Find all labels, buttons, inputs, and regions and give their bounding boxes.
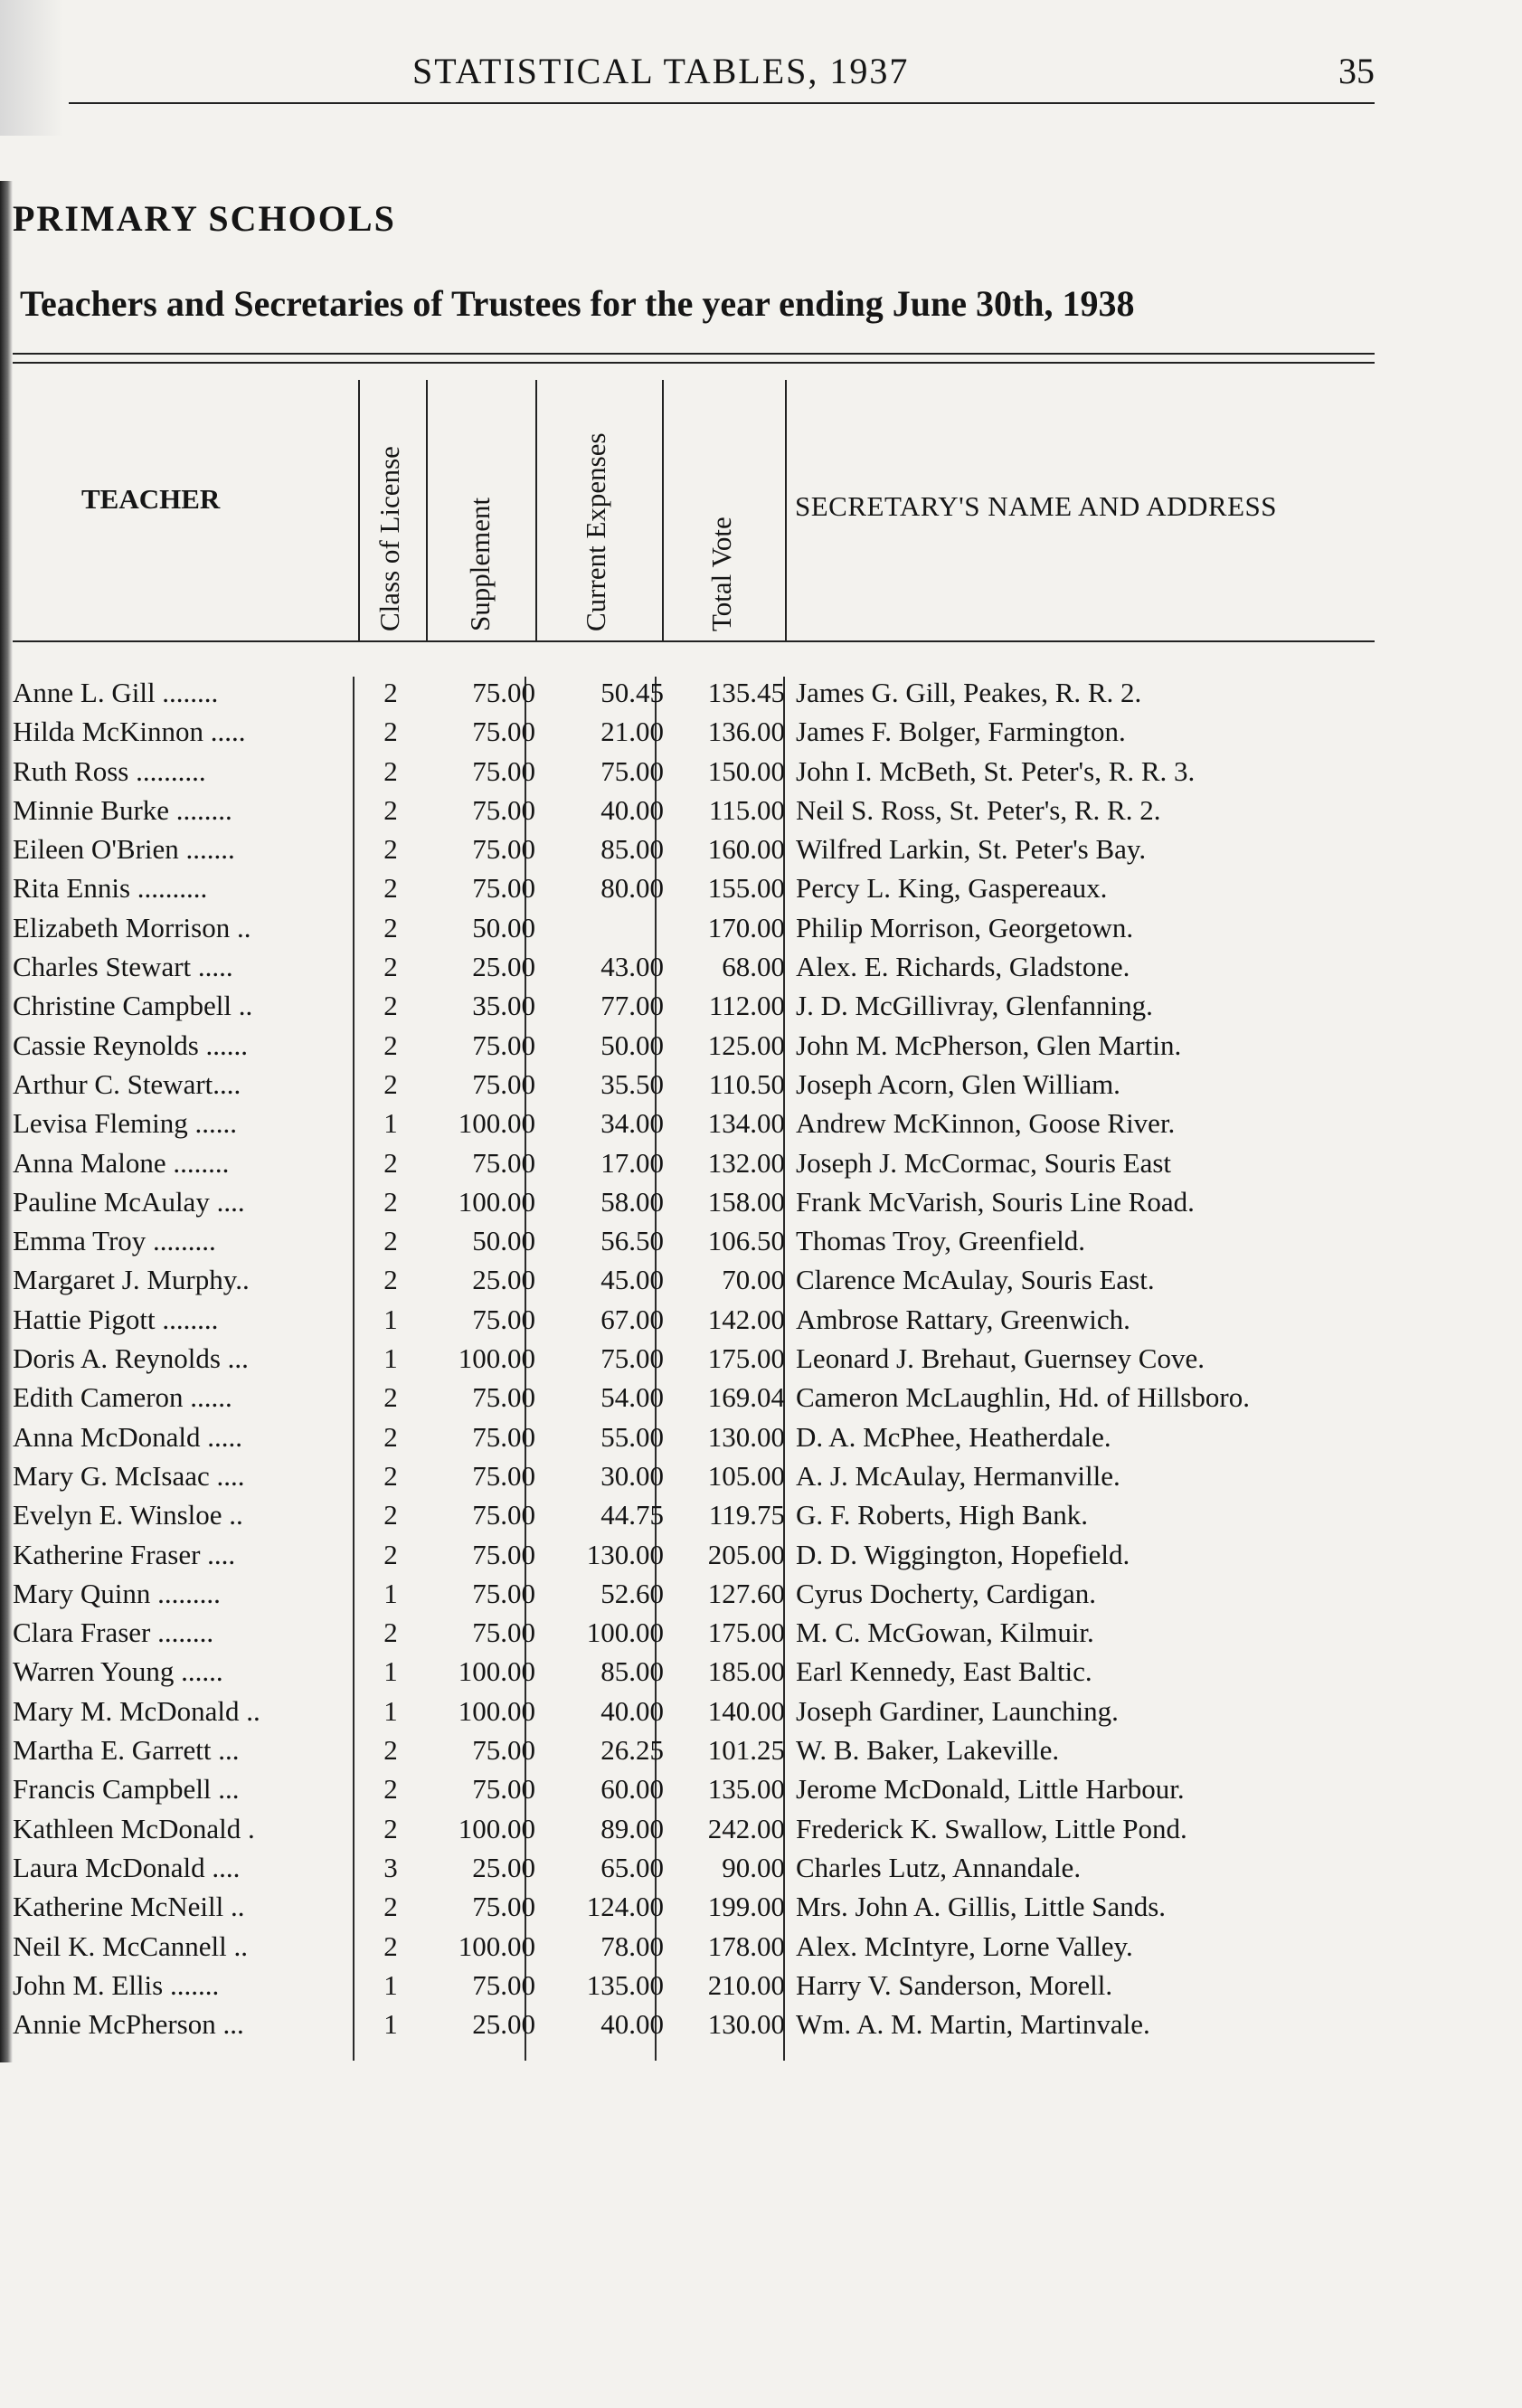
table-row [13, 1578, 1375, 1616]
total-vote-amount: 175.00 [707, 1342, 785, 1375]
table-row [13, 1695, 1375, 1734]
class-of-license: 2 [383, 1225, 398, 1257]
teacher-name: Eileen O'Brien ....... [13, 833, 235, 866]
current-expenses-amount: 77.00 [600, 990, 664, 1022]
current-expenses-amount: 130.00 [586, 1538, 664, 1570]
current-expenses-amount: 100.00 [586, 1616, 664, 1649]
current-expenses-amount: 21.00 [600, 716, 664, 748]
class-of-license: 1 [383, 1303, 398, 1335]
secretary-name-address: Leonard J. Brehaut, Guernsey Cove. [796, 1342, 1205, 1375]
total-vote-amount: 115.00 [708, 793, 785, 826]
supplement-amount: 100.00 [458, 1107, 535, 1140]
total-vote-amount: 132.00 [707, 1146, 785, 1179]
teacher-name: Doris A. Reynolds ... [13, 1342, 249, 1375]
table-row [13, 1029, 1375, 1068]
total-vote-amount: 105.00 [707, 1459, 785, 1492]
total-vote-amount: 125.00 [707, 1029, 785, 1061]
supplement-amount: 100.00 [458, 1694, 535, 1727]
table-row [13, 912, 1375, 951]
class-of-license: 2 [383, 1459, 398, 1492]
teacher-name: Levisa Fleming ...... [13, 1107, 237, 1140]
supplement-amount: 75.00 [472, 872, 535, 905]
supplement-amount: 75.00 [472, 1616, 535, 1649]
teacher-name: Mary G. McIsaac .... [13, 1459, 245, 1492]
supplement-amount: 75.00 [472, 1891, 535, 1923]
class-of-license: 1 [383, 1577, 398, 1609]
current-expenses-amount: 43.00 [600, 951, 664, 983]
class-of-license: 2 [383, 1812, 398, 1844]
class-of-license: 2 [383, 754, 398, 787]
secretary-name-address: Wilfred Larkin, St. Peter's Bay. [796, 833, 1147, 866]
table-row [13, 1147, 1375, 1186]
current-expenses-amount: 60.00 [600, 1773, 664, 1806]
total-vote-amount: 142.00 [707, 1303, 785, 1335]
total-vote-amount: 242.00 [707, 1812, 785, 1844]
current-expenses-amount: 58.00 [600, 1185, 664, 1218]
supplement-amount: 25.00 [472, 951, 535, 983]
teacher-name: Anna Malone ........ [13, 1146, 230, 1179]
current-expenses-amount: 55.00 [600, 1420, 664, 1453]
page-corner-shading [0, 0, 63, 136]
secretary-name-address: Percy L. King, Gaspereaux. [796, 872, 1108, 905]
total-vote-amount: 119.75 [708, 1499, 785, 1531]
secretary-name-address: Clarence McAulay, Souris East. [796, 1264, 1155, 1296]
teacher-name: Hilda McKinnon ..... [13, 716, 246, 748]
table-row [13, 1773, 1375, 1812]
table-row [13, 1655, 1375, 1694]
teacher-name: Hattie Pigott ........ [13, 1303, 219, 1335]
supplement-amount: 50.00 [472, 1225, 535, 1257]
table-row [13, 1304, 1375, 1342]
total-vote-amount: 185.00 [707, 1655, 785, 1688]
class-of-license: 2 [383, 1891, 398, 1923]
secretary-name-address: Ambrose Rattary, Greenwich. [796, 1303, 1130, 1335]
table-row [13, 1499, 1375, 1538]
supplement-amount: 75.00 [472, 1459, 535, 1492]
total-vote-amount: 160.00 [707, 833, 785, 866]
teacher-name: Katherine Fraser .... [13, 1538, 236, 1570]
secretary-name-address: A. J. McAulay, Hermanville. [796, 1459, 1120, 1492]
total-vote-amount: 135.00 [707, 1773, 785, 1806]
secretary-name-address: Frank McVarish, Souris Line Road. [796, 1185, 1195, 1218]
current-expenses-amount: 124.00 [586, 1891, 664, 1923]
teacher-name: Elizabeth Morrison .. [13, 911, 251, 943]
teacher-name: John M. Ellis ....... [13, 1968, 220, 2001]
class-of-license: 1 [383, 2008, 398, 2041]
total-vote-amount: 106.50 [707, 1225, 785, 1257]
current-expenses-amount: 78.00 [600, 1929, 664, 1962]
teacher-name: Ruth Ross .......... [13, 754, 206, 787]
table-row [13, 1969, 1375, 2008]
column-divider [535, 380, 537, 640]
supplement-amount: 75.00 [472, 1146, 535, 1179]
current-expenses-amount: 50.00 [600, 1029, 664, 1061]
total-vote-amount: 199.00 [707, 1891, 785, 1923]
total-vote-amount: 134.00 [707, 1107, 785, 1140]
table-row [13, 794, 1375, 833]
total-vote-amount: 205.00 [707, 1538, 785, 1570]
class-of-license: 3 [383, 1851, 398, 1883]
table-row [13, 1107, 1375, 1146]
supplement-amount: 75.00 [472, 793, 535, 826]
total-vote-amount: 135.45 [707, 677, 785, 708]
column-header-current-expenses: Current Expenses [580, 432, 611, 631]
column-header-supplement: Supplement [464, 497, 496, 631]
supplement-amount: 75.00 [472, 1773, 535, 1806]
class-of-license: 2 [383, 1538, 398, 1570]
teacher-name: Margaret J. Murphy.. [13, 1264, 250, 1296]
class-of-license: 2 [383, 1029, 398, 1061]
current-expenses-amount: 80.00 [600, 872, 664, 905]
class-of-license: 2 [383, 951, 398, 983]
table-row [13, 2008, 1375, 2047]
class-of-license: 1 [383, 1694, 398, 1727]
page-number: 35 [1338, 51, 1375, 91]
supplement-amount: 75.00 [472, 1029, 535, 1061]
supplement-amount: 75.00 [472, 1067, 535, 1100]
class-of-license: 2 [383, 1264, 398, 1296]
class-of-license: 2 [383, 1185, 398, 1218]
secretary-name-address: Neil S. Ross, St. Peter's, R. R. 2. [796, 793, 1161, 826]
class-of-license: 2 [383, 1381, 398, 1414]
secretary-name-address: James G. Gill, Peakes, R. R. 2. [796, 677, 1142, 708]
supplement-amount: 25.00 [472, 2008, 535, 2041]
supplement-amount: 75.00 [472, 833, 535, 866]
current-expenses-amount: 40.00 [600, 2008, 664, 2041]
secretary-name-address: John M. McPherson, Glen Martin. [796, 1029, 1182, 1061]
teachers-table [13, 353, 1375, 2047]
total-vote-amount: 155.00 [707, 872, 785, 905]
current-expenses-amount: 26.25 [600, 1734, 664, 1767]
table-row [13, 1616, 1375, 1655]
supplement-amount: 75.00 [472, 754, 535, 787]
current-expenses-amount: 89.00 [600, 1812, 664, 1844]
table-row [13, 1891, 1375, 1929]
table-row [13, 716, 1375, 754]
column-header-teacher: TEACHER [81, 483, 221, 515]
section-title: PRIMARY SCHOOLS [13, 198, 396, 239]
teacher-name: Mary M. McDonald .. [13, 1694, 260, 1727]
current-expenses-amount: 44.75 [600, 1499, 664, 1531]
column-divider [662, 380, 664, 640]
secretary-name-address: Alex. E. Richards, Gladstone. [796, 951, 1130, 983]
teacher-name: Clara Fraser ........ [13, 1616, 214, 1649]
secretary-name-address: Mrs. John A. Gillis, Little Sands. [796, 1891, 1167, 1923]
secretary-name-address: Frederick K. Swallow, Little Pond. [796, 1812, 1187, 1844]
total-vote-amount: 136.00 [707, 716, 785, 748]
teacher-name: Martha E. Garrett ... [13, 1734, 240, 1767]
total-vote-amount: 175.00 [707, 1616, 785, 1649]
column-header-class-of-license: Class of License [373, 446, 405, 631]
total-vote-amount: 68.00 [722, 951, 785, 983]
teacher-name: Anna McDonald ..... [13, 1420, 242, 1453]
current-expenses-amount: 45.00 [600, 1264, 664, 1296]
class-of-license: 2 [383, 1616, 398, 1649]
supplement-amount: 100.00 [458, 1342, 535, 1375]
current-expenses-amount: 65.00 [600, 1851, 664, 1883]
current-expenses-amount: 40.00 [600, 793, 664, 826]
supplement-amount: 75.00 [472, 1538, 535, 1570]
column-divider [426, 380, 428, 640]
table-row [13, 1813, 1375, 1852]
class-of-license: 2 [383, 793, 398, 826]
supplement-amount: 25.00 [472, 1264, 535, 1296]
class-of-license: 2 [383, 1499, 398, 1531]
running-title: STATISTICAL TABLES, 1937 [412, 51, 910, 91]
table-row [13, 872, 1375, 911]
table-row [13, 1734, 1375, 1773]
supplement-amount: 25.00 [472, 1851, 535, 1883]
secretary-name-address: Andrew McKinnon, Goose River. [796, 1107, 1176, 1140]
class-of-license: 2 [383, 1420, 398, 1453]
current-expenses-amount: 56.50 [600, 1225, 664, 1257]
secretary-name-address: James F. Bolger, Farmington. [796, 716, 1126, 748]
current-expenses-amount: 52.60 [600, 1577, 664, 1609]
current-expenses-amount: 75.00 [600, 754, 664, 787]
teacher-name: Katherine McNeill .. [13, 1891, 245, 1923]
secretary-name-address: Cyrus Docherty, Cardigan. [796, 1577, 1097, 1609]
secretary-name-address: Thomas Troy, Greenfield. [796, 1225, 1086, 1257]
table-row [13, 1225, 1375, 1264]
current-expenses-amount: 135.00 [586, 1968, 664, 2001]
total-vote-amount: 170.00 [707, 911, 785, 943]
supplement-amount: 100.00 [458, 1929, 535, 1962]
class-of-license: 2 [383, 872, 398, 905]
binding-edge-shadow [0, 181, 13, 2062]
teacher-name: Rita Ennis .......... [13, 872, 208, 905]
teacher-name: Charles Stewart ..... [13, 951, 233, 983]
teacher-name: Minnie Burke ........ [13, 793, 232, 826]
current-expenses-amount: 40.00 [600, 1694, 664, 1727]
secretary-name-address: Harry V. Sanderson, Morell. [796, 1968, 1113, 2001]
current-expenses-amount: 85.00 [600, 1655, 664, 1688]
secretary-name-address: G. F. Roberts, High Bank. [796, 1499, 1089, 1531]
table-row [13, 990, 1375, 1029]
current-expenses-amount: 50.45 [600, 677, 664, 708]
teacher-name: Pauline McAulay .... [13, 1185, 245, 1218]
supplement-amount: 75.00 [472, 1968, 535, 2001]
supplement-amount: 100.00 [458, 1185, 535, 1218]
table-row [13, 755, 1375, 794]
supplement-amount: 100.00 [458, 1655, 535, 1688]
class-of-license: 1 [383, 1107, 398, 1140]
total-vote-amount: 169.04 [707, 1381, 785, 1414]
supplement-amount: 35.00 [472, 990, 535, 1022]
table-row [13, 833, 1375, 872]
supplement-amount: 75.00 [472, 716, 535, 748]
supplement-amount: 75.00 [472, 677, 535, 708]
secretary-name-address: J. D. McGillivray, Glenfanning. [796, 990, 1153, 1022]
teacher-name: Laura McDonald .... [13, 1851, 241, 1883]
column-divider [785, 380, 787, 640]
column-divider [358, 380, 360, 640]
table-row [13, 1264, 1375, 1303]
teacher-name: Christine Campbell .. [13, 990, 253, 1022]
teacher-name: Evelyn E. Winsloe .. [13, 1499, 243, 1531]
teacher-name: Cassie Reynolds ...... [13, 1029, 249, 1061]
secretary-name-address: Earl Kennedy, East Baltic. [796, 1655, 1092, 1688]
supplement-amount: 75.00 [472, 1420, 535, 1453]
secretary-name-address: Alex. McIntyre, Lorne Valley. [796, 1929, 1133, 1962]
secretary-name-address: Joseph Acorn, Glen William. [796, 1067, 1120, 1100]
total-vote-amount: 127.60 [707, 1577, 785, 1609]
total-vote-amount: 112.00 [708, 990, 785, 1022]
table-header [13, 364, 1375, 642]
table-row [13, 1068, 1375, 1107]
class-of-license: 2 [383, 1734, 398, 1767]
teacher-name: Warren Young ...... [13, 1655, 223, 1688]
current-expenses-amount: 30.00 [600, 1459, 664, 1492]
class-of-license: 2 [383, 1146, 398, 1179]
column-header-total-vote: Total Vote [705, 517, 737, 631]
supplement-amount: 75.00 [472, 1381, 535, 1414]
total-vote-amount: 150.00 [707, 754, 785, 787]
table-row [13, 951, 1375, 990]
teacher-name: Francis Campbell ... [13, 1773, 240, 1806]
class-of-license: 2 [383, 990, 398, 1022]
teacher-name: Anne L. Gill ........ [13, 677, 219, 708]
table-row [13, 1186, 1375, 1225]
total-vote-amount: 210.00 [707, 1968, 785, 2001]
table-subtitle: Teachers and Secretaries of Trustees for the year ending June 30th, 1938 [20, 283, 1135, 324]
total-vote-amount: 130.00 [707, 1420, 785, 1453]
table-row [13, 1381, 1375, 1420]
current-expenses-amount: 85.00 [600, 833, 664, 866]
class-of-license: 1 [383, 1968, 398, 2001]
secretary-name-address: Cameron McLaughlin, Hd. of Hillsboro. [796, 1381, 1250, 1414]
table-row [13, 1342, 1375, 1381]
total-vote-amount: 70.00 [722, 1264, 785, 1296]
table-row [13, 1460, 1375, 1499]
current-expenses-amount: 35.50 [600, 1067, 664, 1100]
secretary-name-address: John I. McBeth, St. Peter's, R. R. 3. [796, 754, 1196, 787]
class-of-license: 2 [383, 716, 398, 748]
table-body [13, 677, 1375, 2047]
total-vote-amount: 130.00 [707, 2008, 785, 2041]
teacher-name: Annie McPherson ... [13, 2008, 244, 2041]
column-header-secretary: SECRETARY'S NAME AND ADDRESS [795, 490, 1278, 522]
class-of-license: 1 [383, 1342, 398, 1375]
supplement-amount: 75.00 [472, 1303, 535, 1335]
supplement-amount: 75.00 [472, 1577, 535, 1609]
class-of-license: 2 [383, 677, 398, 708]
supplement-amount: 75.00 [472, 1734, 535, 1767]
teacher-name: Arthur C. Stewart.... [13, 1067, 241, 1100]
secretary-name-address: W. B. Baker, Lakeville. [796, 1734, 1060, 1767]
supplement-amount: 50.00 [472, 911, 535, 943]
table-row [13, 1539, 1375, 1578]
total-vote-amount: 90.00 [722, 1851, 785, 1883]
class-of-license: 1 [383, 1655, 398, 1688]
current-expenses-amount: 34.00 [600, 1107, 664, 1140]
secretary-name-address: Charles Lutz, Annandale. [796, 1851, 1082, 1883]
secretary-name-address: Joseph Gardiner, Launching. [796, 1694, 1119, 1727]
teacher-name: Neil K. McCannell .. [13, 1929, 249, 1962]
current-expenses-amount: 75.00 [600, 1342, 664, 1375]
teacher-name: Emma Troy ......... [13, 1225, 216, 1257]
secretary-name-address: Wm. A. M. Martin, Martinvale. [796, 2008, 1150, 2041]
secretary-name-address: D. D. Wiggington, Hopefield. [796, 1538, 1130, 1570]
running-head [69, 50, 1375, 104]
supplement-amount: 100.00 [458, 1812, 535, 1844]
supplement-amount: 75.00 [472, 1499, 535, 1531]
secretary-name-address: Jerome McDonald, Little Harbour. [796, 1773, 1185, 1806]
table-row [13, 1930, 1375, 1969]
class-of-license: 2 [383, 911, 398, 943]
total-vote-amount: 158.00 [707, 1185, 785, 1218]
class-of-license: 2 [383, 1929, 398, 1962]
secretary-name-address: M. C. McGowan, Kilmuir. [796, 1616, 1094, 1649]
class-of-license: 2 [383, 1773, 398, 1806]
current-expenses-amount: 17.00 [600, 1146, 664, 1179]
current-expenses-amount: 54.00 [600, 1381, 664, 1414]
total-vote-amount: 178.00 [707, 1929, 785, 1962]
teacher-name: Mary Quinn ......... [13, 1577, 221, 1609]
class-of-license: 2 [383, 833, 398, 866]
total-vote-amount: 110.50 [708, 1067, 785, 1100]
secretary-name-address: D. A. McPhee, Heatherdale. [796, 1420, 1111, 1453]
secretary-name-address: Joseph J. McCormac, Souris East [796, 1146, 1172, 1179]
table-row [13, 677, 1375, 716]
table-row [13, 1852, 1375, 1891]
total-vote-amount: 101.25 [707, 1734, 785, 1767]
table-row [13, 1421, 1375, 1460]
teacher-name: Edith Cameron ...... [13, 1381, 232, 1414]
current-expenses-amount: 67.00 [600, 1303, 664, 1335]
secretary-name-address: Philip Morrison, Georgetown. [796, 911, 1134, 943]
class-of-license: 2 [383, 1067, 398, 1100]
teacher-name: Kathleen McDonald . [13, 1812, 255, 1844]
table-top-rule [13, 353, 1375, 364]
total-vote-amount: 140.00 [707, 1694, 785, 1727]
